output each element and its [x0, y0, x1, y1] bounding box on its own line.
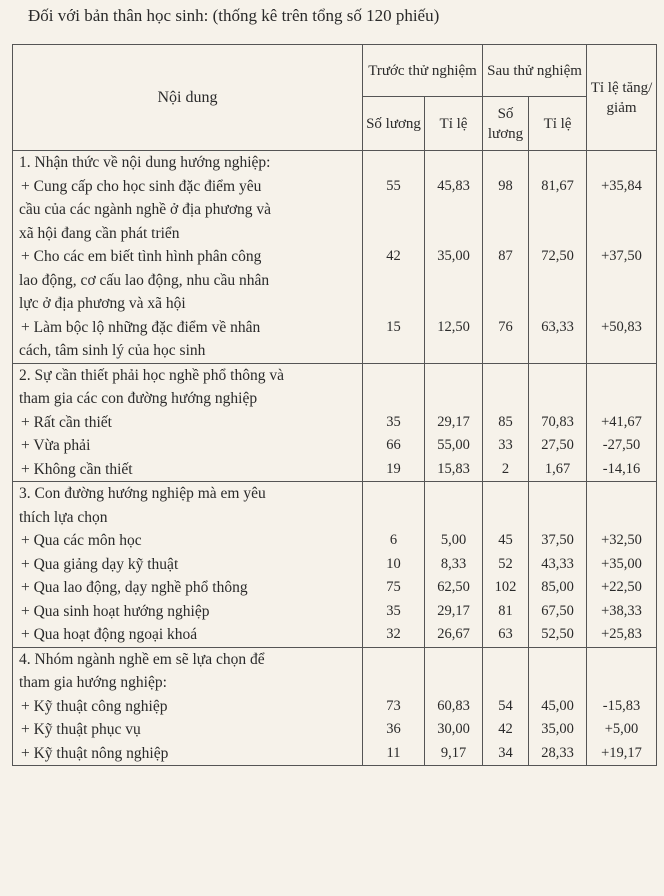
change-cell: +32,50: [601, 532, 642, 548]
before-ratio-column: [425, 482, 483, 648]
after-count-cell: 54: [498, 697, 513, 714]
after-ratio-cell: 72,50: [541, 248, 574, 264]
before-ratio-cell: 60,83: [437, 697, 470, 714]
after-ratio-cell: 45,00: [541, 697, 574, 714]
after-count-cell: 81: [498, 602, 513, 619]
after-count-cell: 98: [498, 177, 513, 194]
row-label-line: + Làm bộc lộ những đặc điểm về nhân: [21, 318, 261, 336]
section-content: [13, 647, 363, 766]
row-label-line: + Rất cần thiết: [21, 413, 112, 431]
row-label-line: cầu của các ngành nghề ở địa phương và: [19, 201, 272, 218]
change-column: [587, 647, 657, 766]
before-count-cell: 32: [386, 626, 401, 642]
after-count-cell: 87: [498, 248, 513, 264]
after-ratio-cell: 27,50: [541, 437, 574, 453]
change-cell: +41,67: [601, 413, 642, 430]
row-label-line: cách, tâm sinh lý của học sinh: [19, 342, 206, 359]
change-cell: +37,50: [601, 248, 642, 264]
before-count-column: [363, 363, 425, 482]
section-content: [13, 151, 363, 364]
header-after: Sau thử nghiệm: [483, 45, 587, 97]
section-content: [13, 363, 363, 482]
after-count-cell: 42: [498, 721, 513, 737]
before-ratio-cell: 5,00: [440, 532, 467, 548]
before-ratio-cell: 26,67: [437, 626, 470, 642]
before-count-cell: 6: [389, 532, 398, 548]
after-count-cell: 102: [494, 579, 517, 595]
before-ratio-cell: 35,00: [437, 248, 470, 264]
before-count-column: [363, 647, 425, 766]
section-content: [13, 482, 363, 648]
after-ratio-column: [529, 647, 587, 766]
section-title: tham gia hướng nghiệp:: [19, 674, 167, 691]
before-count-column: [363, 151, 425, 364]
header-before-ratio: Tỉ lệ: [425, 97, 483, 151]
before-count-cell: 36: [386, 721, 401, 737]
before-count-cell: 10: [386, 555, 401, 572]
row-label-line: + Qua sinh hoạt hướng nghiệp: [21, 602, 210, 620]
after-count-cell: 2: [501, 460, 510, 477]
before-count-cell: 35: [386, 602, 401, 619]
section-2: [13, 363, 657, 482]
before-count-cell: 66: [386, 437, 401, 453]
row-label-line: + Kỹ thuật nông nghiệp: [21, 744, 169, 762]
row-label-line: lao động, cơ cấu lao động, nhu cầu nhân: [19, 271, 270, 289]
section-1: [13, 151, 657, 364]
before-ratio-column: [425, 647, 483, 766]
row-label-line: + Vừa phải: [21, 437, 91, 454]
row-label-line: + Qua hoạt động ngoại khoá: [21, 626, 198, 643]
before-ratio-column: [425, 151, 483, 364]
after-ratio-cell: 35,00: [541, 721, 574, 737]
before-ratio-cell: 12,50: [437, 318, 470, 335]
change-cell: +35,00: [601, 555, 642, 572]
section-title: 3. Con đường hướng nghiệp mà em yêu: [19, 485, 266, 502]
header-before: Trước thử nghiệm: [363, 45, 483, 97]
change-cell: +50,83: [601, 318, 642, 335]
header-after-ratio: Tỉ lệ: [529, 97, 587, 151]
section-title: 4. Nhóm ngành nghề em sẽ lựa chọn để: [19, 650, 265, 668]
after-count-column: [483, 151, 529, 364]
row-label-line: + Kỹ thuật công nghiệp: [21, 697, 168, 715]
before-count-cell: 15: [386, 318, 401, 335]
section-3: [13, 482, 657, 648]
table-caption: Đối với bản thân học sinh: (thống kê trên tổng số 120 phiếu): [28, 6, 440, 25]
before-ratio-cell: 8,33: [440, 555, 467, 572]
change-cell: +35,84: [601, 177, 642, 194]
change-cell: +25,83: [601, 626, 642, 642]
after-ratio-column: [529, 482, 587, 648]
after-count-column: [483, 647, 529, 766]
after-ratio-cell: 85,00: [541, 579, 574, 595]
after-count-column: [483, 482, 529, 648]
row-label-line: xã hội đang cần phát triển: [19, 224, 180, 242]
change-cell: -15,83: [602, 697, 641, 714]
section-title: 2. Sự cần thiết phải học nghề phổ thông và: [19, 366, 284, 384]
section-title: tham gia các con đường hướng nghiệp: [19, 390, 258, 407]
row-label-line: + Qua lao động, dạy nghề phổ thông: [21, 579, 248, 596]
after-count-column: [483, 363, 529, 482]
change-column: [587, 363, 657, 482]
before-ratio-cell: 30,00: [437, 721, 470, 737]
after-ratio-cell: 1,67: [544, 460, 571, 477]
row-label-line: + Không cần thiết: [21, 460, 133, 478]
change-cell: -27,50: [602, 437, 641, 453]
before-count-cell: 42: [386, 248, 401, 264]
header-before-count: Số lương: [363, 97, 425, 151]
after-ratio-column: [529, 363, 587, 482]
after-ratio-cell: 37,50: [541, 532, 574, 548]
before-count-column: [363, 482, 425, 648]
before-ratio-cell: 9,17: [440, 744, 467, 761]
change-cell: -14,16: [602, 460, 641, 477]
after-count-cell: 85: [498, 413, 513, 430]
after-count-cell: 45: [498, 532, 513, 548]
after-ratio-cell: 43,33: [541, 555, 574, 572]
before-count-cell: 55: [386, 177, 401, 194]
section-title: 1. Nhận thức về nội dung hướng nghiệp:: [19, 154, 271, 171]
after-ratio-cell: 28,33: [541, 744, 574, 761]
before-count-cell: 19: [386, 460, 401, 477]
change-cell: +19,17: [601, 744, 642, 761]
before-ratio-column: [425, 363, 483, 482]
change-cell: +22,50: [601, 579, 642, 595]
before-count-cell: 35: [386, 413, 401, 430]
before-count-cell: 75: [386, 579, 401, 595]
row-label-line: + Cung cấp cho học sinh đặc điểm yêu: [21, 177, 262, 195]
change-column: [587, 482, 657, 648]
header-change: Tỉ lệ tăng/ giảm: [587, 45, 657, 151]
before-count-cell: 73: [386, 697, 401, 714]
before-ratio-cell: 29,17: [437, 602, 470, 619]
after-ratio-cell: 63,33: [541, 318, 574, 335]
after-count-cell: 76: [498, 318, 513, 335]
after-ratio-cell: 81,67: [541, 177, 574, 194]
before-ratio-cell: 62,50: [437, 579, 470, 595]
after-ratio-cell: 70,83: [541, 413, 574, 430]
before-count-cell: 11: [386, 744, 401, 761]
after-count-cell: 34: [498, 744, 513, 761]
before-ratio-cell: 15,83: [437, 460, 470, 477]
after-count-cell: 63: [498, 626, 513, 642]
after-count-cell: 33: [498, 437, 513, 453]
row-label-line: + Cho các em biết tình hình phân công: [21, 248, 262, 265]
row-label-line: + Qua giảng dạy kỹ thuật: [21, 555, 179, 573]
before-ratio-cell: 29,17: [437, 413, 470, 430]
row-label-line: lực ở địa phương và xã hội: [19, 295, 186, 312]
header-content: Nội dung: [13, 45, 363, 151]
row-label-line: + Qua các môn học: [21, 532, 142, 549]
after-ratio-cell: 67,50: [541, 602, 574, 619]
survey-table: [12, 44, 657, 766]
change-column: [587, 151, 657, 364]
after-ratio-column: [529, 151, 587, 364]
after-count-cell: 52: [498, 555, 513, 572]
section-4: [13, 647, 657, 766]
before-ratio-cell: 45,83: [437, 177, 470, 194]
section-title: thích lựa chọn: [19, 508, 108, 526]
after-ratio-cell: 52,50: [541, 626, 574, 642]
change-cell: +5,00: [604, 721, 639, 737]
row-label-line: + Kỹ thuật phục vụ: [21, 721, 141, 738]
change-cell: +38,33: [601, 602, 642, 619]
before-ratio-cell: 55,00: [437, 437, 470, 453]
header-after-count: Số lương: [483, 97, 529, 151]
